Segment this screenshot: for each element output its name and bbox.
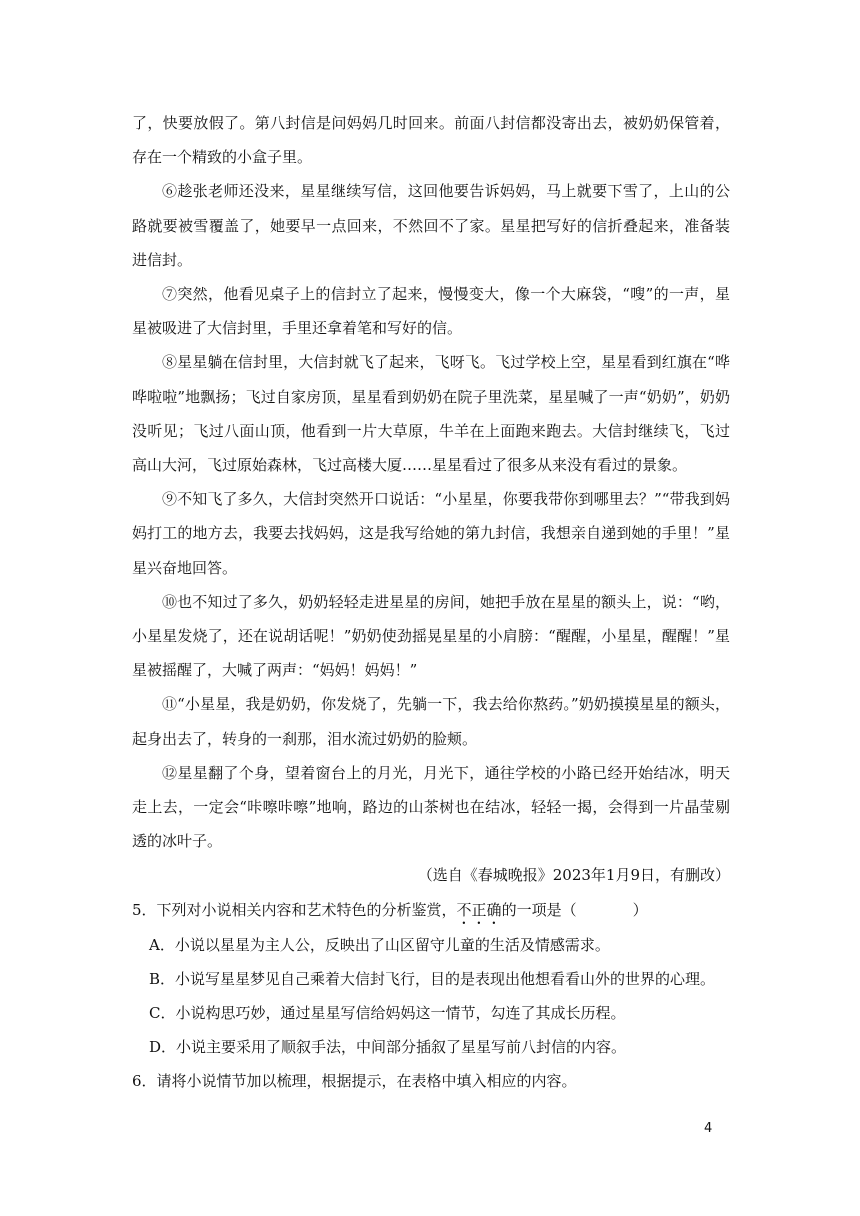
question-5-stem-text: 5．下列对小说相关内容和艺术特色的分析鉴赏， bbox=[132, 900, 457, 919]
story-paragraph-continuation: 了，快要放假了。第八封信是问妈妈几时回来。前面八封信都没寄出去，被奶奶保管着，存在一个精致的小盒子里。 bbox=[132, 114, 730, 167]
page-number: 4 bbox=[704, 1121, 713, 1136]
option-b: B．小说写星星梦见自己乘着大信封飞行，目的是表现出他想看看山外的世界的心理。 bbox=[149, 969, 716, 988]
story-paragraph-7: ⑦突然，他看见桌子上的信封立了起来，慢慢变大，像一个大麻袋，“嗖”的一声，星星被吸进了大信封里，手里还拿着笔和写好的信。 bbox=[132, 285, 730, 338]
story-paragraph-12: ⑫星星翻了个身，望着窗台上的月光，月光下，通往学校的小路已经开始结冰，明天走上去，一定会“咔嚓咔嚓”地响，路边的山茶树也在结冰，轻轻一揭，会得到一片晶莹剔透的冰叶子。 bbox=[132, 763, 730, 851]
option-c: C．小说构思巧妙，通过星星写信给妈妈这一情节，勾连了其成长历程。 bbox=[149, 1004, 626, 1023]
option-d: D．小说主要采用了顺叙手法，中间部分插叙了星星写前八封信的内容。 bbox=[149, 1038, 627, 1057]
story-paragraph-10: ⑩也不知过了多久，奶奶轻轻走进星星的房间，她把手放在星星的额头上，说：“哟，小星星发烧了，还在说胡话呢！”奶奶使劲摇晃星星的小肩膀：“醒醒，小星星，醒醒！”星星被摇醒了，大喊了两声：“妈妈！妈妈！” bbox=[132, 592, 730, 680]
question-5-stem-close: ） bbox=[632, 900, 648, 919]
question-5-emphasis: 不正确 bbox=[456, 900, 502, 919]
question-5-stem-after: 的一项是（ bbox=[501, 900, 577, 919]
story-paragraph-9: ⑨不知飞了多久，大信封突然开口说话：“小星星，你要我带你到哪里去？”“带我到妈妈打工的地方去，我要去找妈妈，这是我写给她的第九封信，我想亲自递到她的手里！”星星兴奋地回答。 bbox=[132, 490, 730, 577]
option-a: A．小说以星星为主人公，反映出了山区留守儿童的生活及情感需求。 bbox=[149, 935, 610, 954]
question-5-stem bbox=[132, 893, 730, 928]
story-paragraph-11: ⑪“小星星，我是奶奶，你发烧了，先躺一下，我去给你熬药。”奶奶摸摸星星的额头，起身出去了，转身的一刹那，泪水流过奶奶的脸颊。 bbox=[132, 695, 730, 748]
question-6-stem: 6．请将小说情节加以梳理，根据提示，在表格中填入相应的内容。 bbox=[132, 1072, 577, 1091]
story-paragraph-8: ⑧星星躺在信封里，大信封就飞了起来，飞呀飞。飞过学校上空，星星看到红旗在“哗哗啦啦”地飘扬；飞过自家房顶，星星看到奶奶在院子里洗菜，星星喊了一声“奶奶”，奶奶没听见；飞过八面山顶，他看到一片大草原，牛羊在上面跑来跑去。大信封继续飞，飞过高山大河，飞过原始森林，飞过高楼大厦……星星看过了很多从来没有看过的景象。 bbox=[132, 353, 730, 475]
story-source-citation: （选自《春城晚报》2023年1月9日，有删改） bbox=[417, 866, 730, 885]
page-content bbox=[132, 106, 730, 1099]
story-paragraph-6: ⑥趁张老师还没来，星星继续写信，这回他要告诉妈妈，马上就要下雪了，上山的公路就要被雪覆盖了，她要早一点回来，不然回不了家。星星把写好的信折叠起来，准备装进信封。 bbox=[132, 182, 730, 269]
